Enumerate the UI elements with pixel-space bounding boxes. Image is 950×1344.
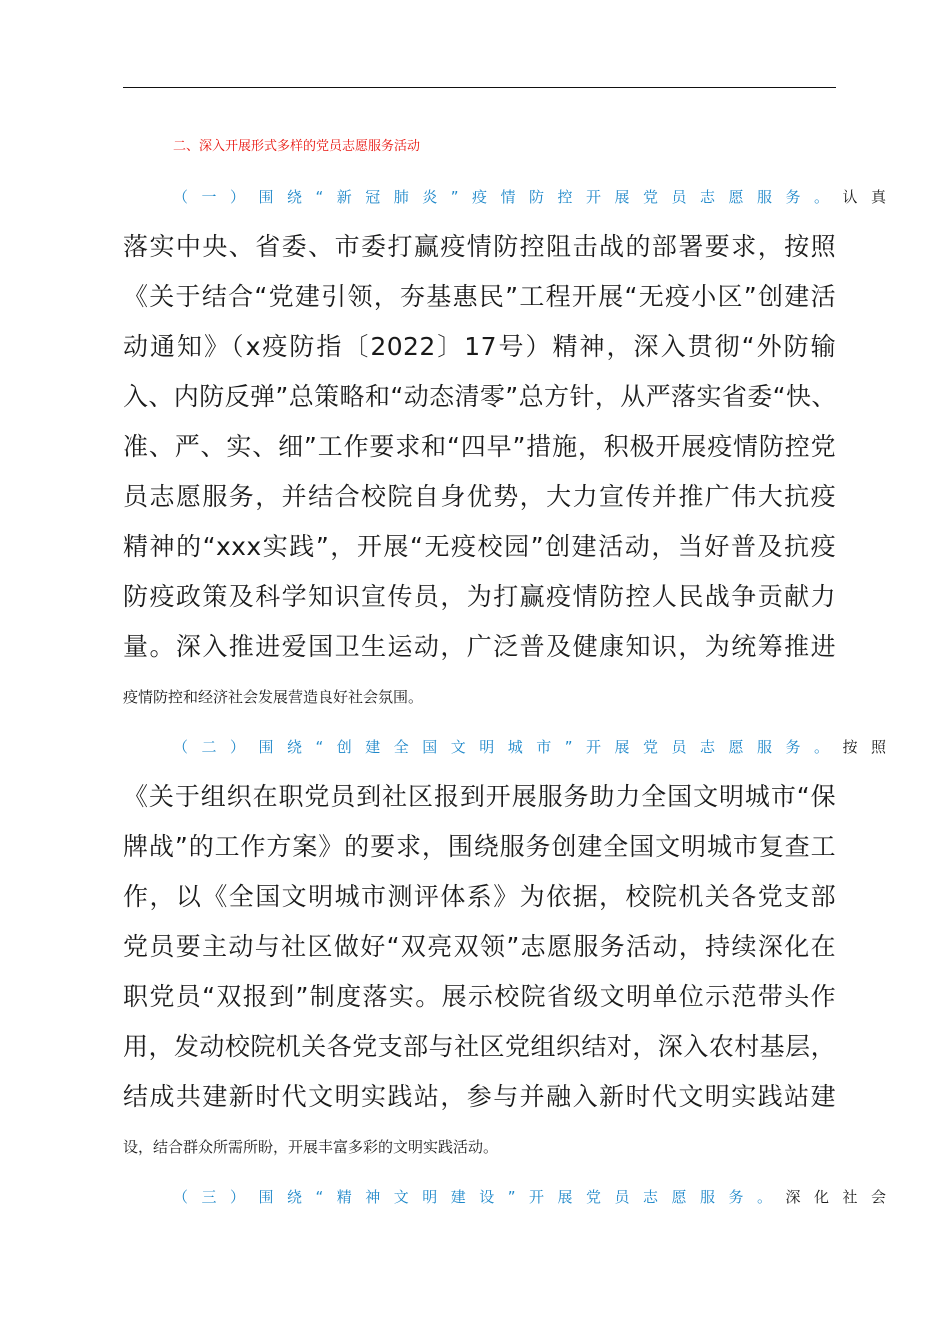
paragraph-line: 牌战”的工作方案》的要求，围绕服务创建全国文明城市复查工 <box>123 832 836 861</box>
paragraph-line: 结成共建新时代文明实践站，参与并融入新时代文明实践站建 <box>123 1082 836 1111</box>
document-body <box>123 122 886 1222</box>
paragraph-line: 动通知》（x疫防指〔2022〕17号）精神，深入贯彻“外防输 <box>123 332 836 361</box>
subsection-1-heading: （一）围绕“新冠肺炎”疫情防控开展党员志愿服务。 <box>173 188 843 206</box>
paragraph-line: 防疫政策及科学知识宣传员，为打赢疫情防控人民战争贡献力 <box>123 582 836 611</box>
paragraph-line-last: 疫情防控和经济社会发展营造良好社会氛围。 <box>123 688 424 706</box>
paragraph-2-line-1 <box>123 722 886 772</box>
paragraph-line: 精神的“xxx实践”，开展“无疫校园”创建活动，当好普及抗疫 <box>123 532 836 561</box>
paragraph-line: 准、严、实、细”工作要求和“四早”措施，积极开展疫情防控党 <box>123 432 836 461</box>
paragraph-line: 职党员“双报到”制度落实。展示校院省级文明单位示范带头作 <box>123 982 836 1011</box>
paragraph-line: 用，发动校院机关各党支部与社区党组织结对，深入农村基层， <box>123 1032 836 1061</box>
paragraph-line: 落实中央、省委、市委打赢疫情防控阻击战的部署要求，按照 <box>123 232 836 261</box>
paragraph-3-line-1 <box>123 1172 886 1222</box>
paragraph-line: 员志愿服务，并结合校院自身优势，大力宣传并推广伟大抗疫 <box>123 482 836 511</box>
subsection-3-heading: （三）围绕“精神文明建设”开展党员志愿服务。 <box>173 1188 786 1206</box>
paragraph-line: 《关于组织在职党员到社区报到开展服务助力全国文明城市“保 <box>123 782 836 811</box>
paragraph-text: 深化社会 <box>785 1188 886 1206</box>
paragraph-line-last: 设，结合群众所需所盼，开展丰富多彩的文明实践活动。 <box>123 1138 499 1156</box>
paragraph-line: 作，以《全国文明城市测评体系》为依据，校院机关各党支部 <box>123 882 836 911</box>
paragraph-line: 《关于结合“党建引领，夯基惠民”工程开展“无疫小区”创建活 <box>123 282 836 311</box>
paragraph-text: 按照 <box>842 738 886 756</box>
paragraph-line: 入、内防反弹”总策略和“动态清零”总方针，从严落实省委“快、 <box>123 382 837 411</box>
paragraph-line: 党员要主动与社区做好“双亮双领”志愿服务活动，持续深化在 <box>123 932 836 961</box>
paragraph-text: 认真 <box>842 188 886 206</box>
section-title: 二、深入开展形式多样的党员志愿服务活动 <box>173 139 421 154</box>
paragraph-line: 量。深入推进爱国卫生运动，广泛普及健康知识，为统筹推进 <box>123 632 836 661</box>
subsection-2-heading: （二）围绕“创建全国文明城市”开展党员志愿服务。 <box>173 738 843 756</box>
header-rule <box>123 87 836 88</box>
paragraph-1-line-1 <box>123 172 886 222</box>
